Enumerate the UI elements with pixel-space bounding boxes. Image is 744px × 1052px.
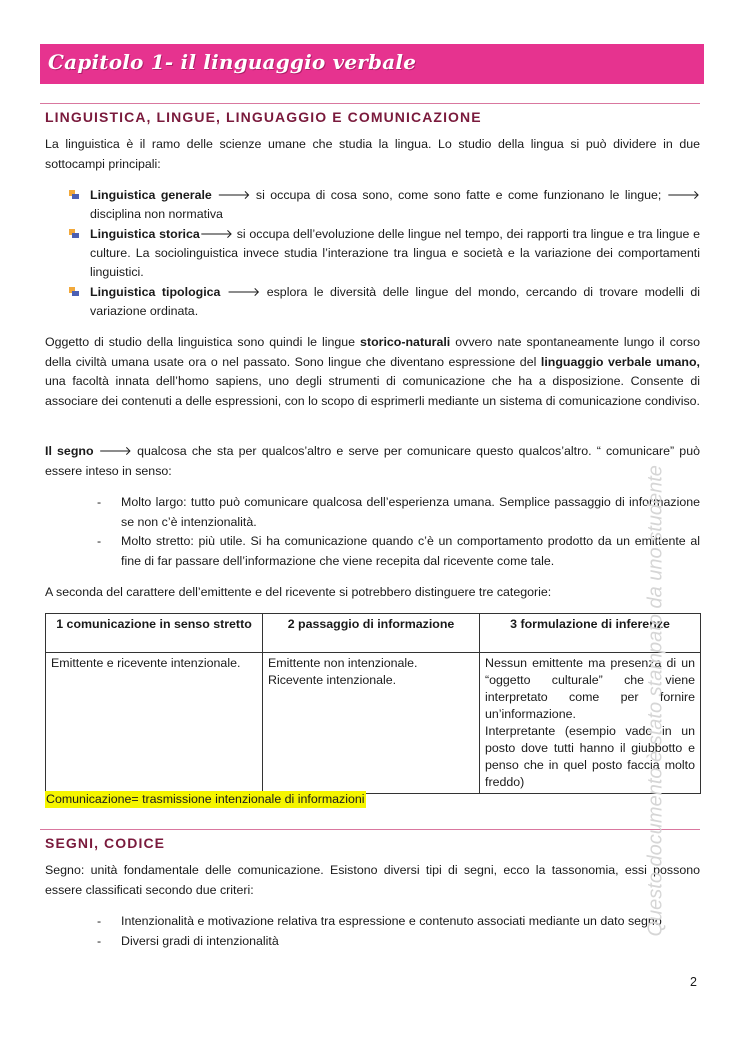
subfield-list [68, 186, 700, 322]
table-header: 2 passaggio di informazione [263, 614, 480, 653]
list-item-text: Diversi gradi di intenzionalità [121, 933, 279, 948]
chapter-banner [40, 44, 704, 84]
table-cell: Emittente e ricevente intenzionale. [46, 653, 263, 794]
list-item-text: Molto largo: tutto può comunicare qualcosa dell’esperienza umana. Semplice passaggio di informazione se non c’è intenzionalità. [121, 495, 700, 529]
bullet-text: si occupa dell’evoluzione delle lingue nel tempo, dei rapporti tra lingue e tra lingue e culture. La sociolinguistica invece studia l’interazione tra lingua e società e la variazione dei comportamenti linguistici. [90, 227, 700, 279]
table-header: 1 comunicazione in senso stretto [46, 614, 263, 653]
section-divider [40, 829, 700, 830]
bullet-term: Linguistica generale [90, 188, 212, 202]
list-item [68, 186, 700, 224]
arrow-icon: 🡒 [199, 227, 233, 241]
bullet-icon [68, 190, 79, 200]
text-run: Oggetto di studio della linguistica sono quindi le lingue [45, 335, 361, 349]
categorie-intro: A seconda del carattere dell’emittente e del ricevente si potrebbero distinguere tre categorie: [45, 585, 552, 599]
bold-term: storico-naturali [360, 335, 451, 349]
highlighted-definition: Comunicazione= trasmissione intenzionale di informazioni [46, 792, 365, 806]
text-run: 🡒 qualcosa che sta per qualcos’altro e serve per comunicare questo qualcos’altro. “ comunicare” può essere inteso in senso: [45, 444, 700, 478]
arrow-icon: 🡒 [226, 285, 261, 299]
bold-term: linguaggio verbale umano, [540, 354, 700, 369]
text-run: una facoltà innata dell’homo sapiens, uno degli strumenti di comunicazione che ha a disposizione. Consente di associare dei contenuti a delle espressioni, con lo scopo di esprimerli mediante un sistema di comunicazione condiviso. [45, 374, 700, 408]
bullet-text: si occupa di cosa sono, come sono fatte e come funzionano le lingue; 🡒 disciplina non normativa [90, 188, 700, 221]
watermark-text: Questo documento è stato stampato da uno studente [644, 465, 667, 937]
table-header: 3 formulazione di inferenze [480, 614, 701, 653]
list-item [68, 225, 700, 282]
text-run: ovvero nate spontaneamente lungo il corso della civiltà umana usate ora o nel passato. Sono lingue che diventano espressione del [45, 335, 700, 369]
bullet-text: esplora le diversità delle lingue del mondo, cercando di trovare modelli di variazione ordinata. [90, 285, 701, 318]
list-item: - Molto stretto: più utile. Si ha comunicazione quando c’è un comportamento prodotto da un emittente al fine di far passare dell’informazione che viene recepita dal ricevente come tale. [97, 534, 700, 568]
senso-list [97, 493, 700, 571]
list-item: - Molto largo: tutto può comunicare qualcosa dell’esperienza umana. Semplice passaggio di informazione se non c’è intenzionalità. [97, 495, 700, 529]
categories-table [45, 613, 701, 794]
list-item: - Intenzionalità e motivazione relativa tra espressione e contenuto associati mediante un dato segno [97, 914, 662, 928]
bullet-term: Linguistica storica [90, 227, 200, 241]
list-item [68, 283, 700, 321]
intro-paragraph: La linguistica è il ramo delle scienze umane che studia la lingua. Lo studio della lingua si può dividere in due sottocampi principali: [45, 137, 700, 171]
table-cell: Nessun emittente ma presenza di un “oggetto culturale” che viene interpretato come per fornire un’informazione. Interpretante (esempio vado in un posto dove tutti hanno il giubbotto e penso che in quel posto faccia molto freddo) [480, 653, 701, 794]
table-row [46, 653, 701, 794]
list-item-text: Molto stretto: più utile. Si ha comunicazione quando c’è un comportamento prodotto da un emittente al fine di far passare dell’informazione che viene recepita dal ricevente come tale. [121, 534, 700, 568]
section-heading-linguistica: LINGUISTICA, LINGUE, LINGUAGGIO E COMUNICAZIONE [45, 109, 482, 125]
oggetto-paragraph [45, 333, 700, 411]
list-item: - Diversi gradi di intenzionalità [97, 933, 279, 948]
bullet-icon [68, 229, 79, 239]
section-divider [40, 103, 700, 104]
bullet-term: Linguistica tipologica [90, 285, 221, 299]
segni-intro: Segno: unità fondamentale delle comunicazione. Esistono diversi tipi di segni, ecco la tassonomia, essi possono essere classificati secondo due criteri: [45, 863, 700, 897]
list-item-text: Intenzionalità e motivazione relativa tra espressione e contenuto associati mediante un dato segno [121, 914, 662, 928]
section-heading-segni: SEGNI, CODICE [45, 835, 166, 851]
bullet-icon [68, 287, 79, 297]
arrow-icon: 🡒 [217, 188, 251, 202]
bold-term: Il segno [45, 444, 94, 458]
page-number: 2 [690, 975, 697, 989]
table-cell: Emittente non intenzionale. Ricevente intenzionale. [263, 653, 480, 794]
segno-paragraph [45, 442, 700, 481]
chapter-title: Capitolo 1- il linguaggio verbale [48, 50, 417, 74]
criteri-list [97, 912, 700, 951]
watermark [636, 465, 667, 937]
